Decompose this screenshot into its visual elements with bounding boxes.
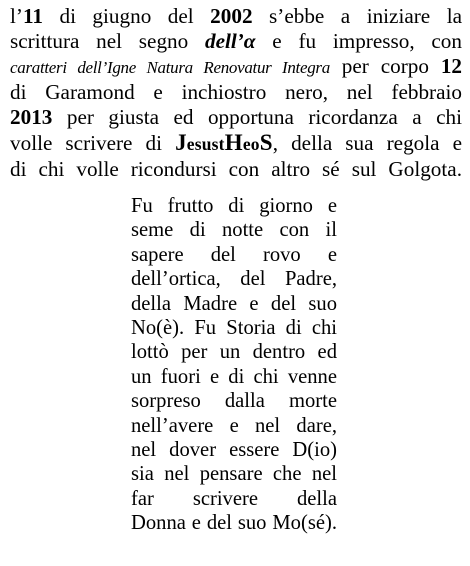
colophon-line-6: volle scrivere di JesustHeoS, della sua regola e (10, 130, 462, 155)
poem-line: Donna e del suo Mo(sé). (131, 512, 337, 535)
poem-line: dell’ortica, del Padre, (131, 268, 337, 291)
colophon-line-5: 2013 per giusta ed opportuna ricordanza a chi (10, 105, 462, 129)
colophon-line-7: di chi volle ricondursi con altro sé sul Golgota. (10, 157, 462, 181)
colophon-paragraph (10, 4, 462, 182)
poem-line: Fu frutto di giorno e (131, 195, 337, 217)
poem-line: sapere del rovo e (131, 243, 337, 266)
poem-line: della Madre e del suo (131, 292, 337, 315)
poem-line: lottò per un dentro ed (131, 341, 337, 364)
poem-line: far scrivere della (131, 487, 337, 510)
jesustheos-name: JesustHeoS (175, 130, 273, 155)
poem-line: No(è). Fu Storia di chi (131, 317, 337, 340)
poem-line: nel dover essere D(io) (131, 439, 337, 462)
poem-line: un fuori e di chi venne (131, 365, 337, 388)
colophon-line-1: l’11 di giugno del 2002 s’ebbe a iniziare la (10, 4, 462, 28)
colophon-line-4: di Garamond e inchiostro nero, nel febbraio (10, 80, 462, 104)
poem-block (131, 194, 337, 536)
poem-line: sia nel pensare che nel (131, 463, 337, 486)
poem-line: nell’avere e nel dare, (131, 414, 337, 437)
poem-line: seme di notte con il (131, 219, 337, 242)
colophon-line-2: scrittura nel segno dell’α e fu impresso, con (10, 29, 462, 53)
colophon-line-3: caratteri dell’Igne Natura Renovatur Integra per corpo 12 (10, 54, 463, 78)
poem-line: sorpreso dalla morte (131, 390, 337, 413)
